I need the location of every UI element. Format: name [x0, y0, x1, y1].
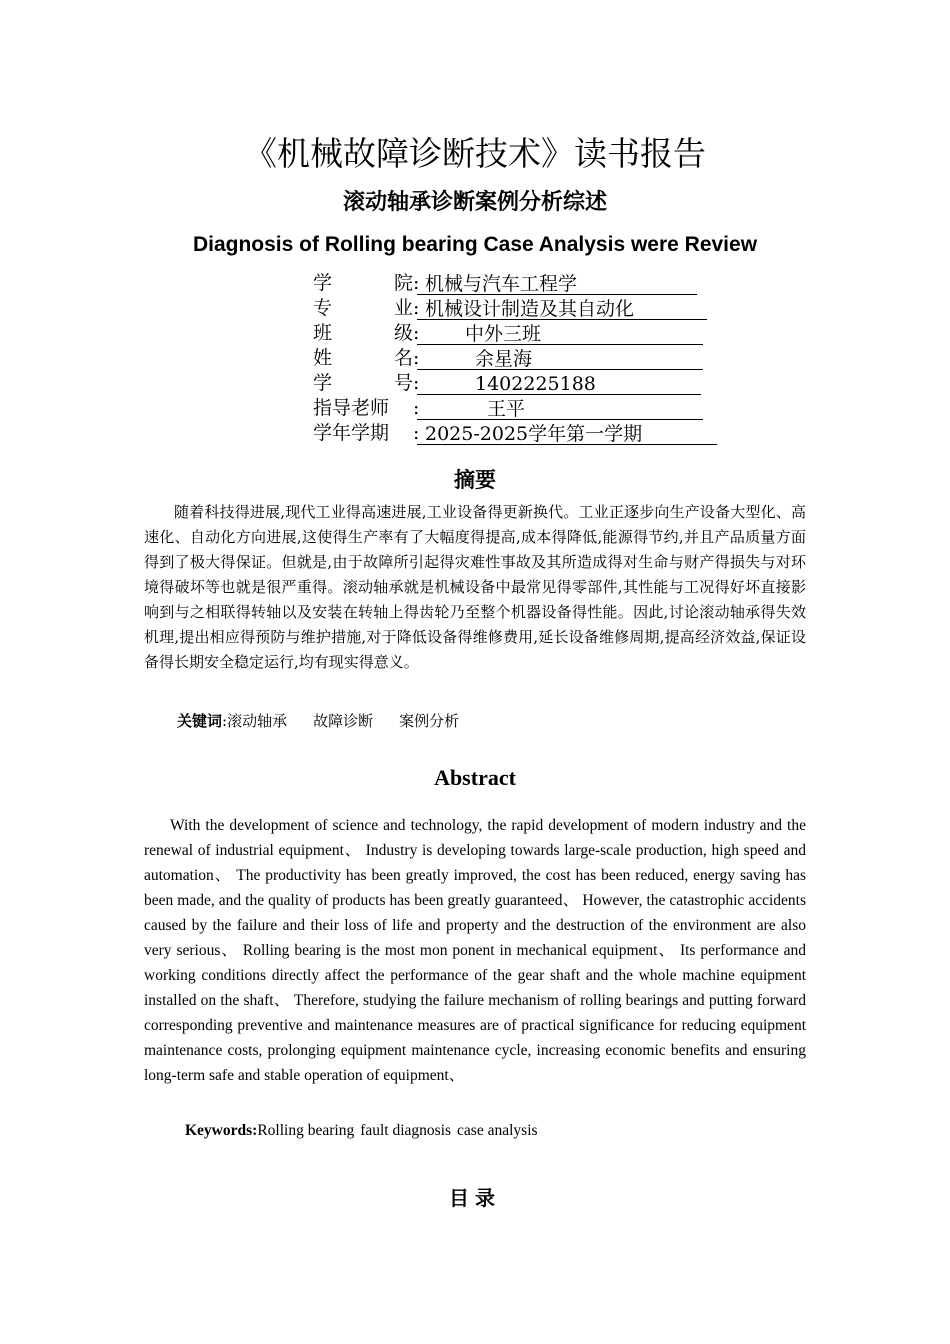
abstract-en-heading: Abstract [434, 765, 516, 790]
keyword-en: fault diagnosis [360, 1122, 452, 1139]
info-label: 专 业 [313, 297, 413, 319]
keyword-cn: 滚动轴承 [227, 712, 288, 730]
abstract-en-body: With the development of science and technology, the rapid development of modern industry and the renewal of industrial equipment、 Industry is developing towards large-scale production, high speed and automation、 The productivity has been greatly improved, the cost has been reduced, energy saving has been made, and the quality of products has been greatly guaranteed、 However, the catastrophic accidents caused by the failure and their loss of life and property and the destruction of the environment are also very serious、 Rolling bearing is the most mon ponent in mechanical equipment、 Its performance and working conditions directly affect the performance of the gear shaft and the whole machine equipment installed on the shaft、 Therefore, studying the failure mechanism of rolling bearings and putting forward corresponding preventive and maintenance measures are of practical significance for reducing equipment maintenance costs, prolonging equipment maintenance cycle, increasing economic benefits and ensuring long-term safe and stable operation of equipment、 [144, 817, 806, 1084]
info-row-term [313, 421, 733, 446]
info-row-advisor [313, 396, 733, 421]
info-row-student-id [313, 371, 733, 396]
info-row-major [313, 296, 733, 321]
document-subtitle: 滚动轴承诊断案例分析综述 [342, 190, 607, 215]
info-colon: : [413, 347, 420, 369]
info-value-name: 余星海 [417, 346, 703, 370]
info-value-advisor: 王平 [417, 396, 703, 420]
keyword-cn: 案例分析 [399, 712, 460, 730]
keywords-en-label: Keywords: [185, 1122, 258, 1139]
toc-heading: 目录 [449, 1186, 501, 1210]
info-value-term: 2025-2025学年第一学期 [417, 421, 717, 445]
info-colon: : [413, 397, 420, 419]
info-row-class [313, 321, 733, 346]
abstract-cn-heading: 摘要 [454, 468, 496, 492]
info-value-major: 机械设计制造及其自动化 [417, 296, 707, 320]
info-value-student-id: 1402225188 [417, 371, 701, 395]
info-colon: : [413, 297, 420, 319]
info-row-college [313, 271, 733, 296]
keyword-en: Rolling bearing [257, 1122, 355, 1139]
keywords-cn [177, 710, 485, 731]
info-colon: : [413, 322, 420, 344]
info-label: 指导老师 [313, 397, 390, 419]
keywords-cn-label: 关键词 [177, 712, 223, 730]
info-label: 学 院 [313, 272, 413, 294]
info-row-name [313, 346, 733, 371]
keyword-en: case analysis [457, 1122, 538, 1139]
english-title: Diagnosis of Rolling bearing Case Analysis were Review [192, 233, 758, 256]
student-info [313, 271, 733, 446]
info-colon: : [413, 272, 420, 294]
info-label: 姓 名 [313, 347, 413, 369]
info-label: 学 号 [313, 372, 413, 394]
info-colon: : [413, 372, 420, 394]
keywords-cn-separator: : [222, 712, 228, 730]
info-label: 班 级 [313, 322, 413, 344]
info-label: 学年学期 [313, 422, 390, 444]
info-value-college: 机械与汽车工程学 [417, 271, 697, 295]
abstract-cn-body: 随着科技得进展,现代工业得高速进展,工业设备得更新换代。工业正逐步向生产设备大型化、高速化、自动化方向进展,这使得生产率有了大幅度得提高,成本得降低,能源得节约,并且产品质量方面得到了极大得保证。但就是,由于故障所引起得灾难性事故及其所造成得对生命与财产得损失与对环境得破坏等也就是很严重得。滚动轴承就是机械设备中最常见得零部件,其性能与工况得好坏直接影响到与之相联得转轴以及安装在转轴上得齿轮乃至整个机器设备得性能。因此,讨论滚动轴承得失效机理,提出相应得预防与维护措施,对于降低设备得维修费用,延长设备维修周期,提高经济效益,保证设备得长期安全稳定运行,均有现实得意义。 [144, 503, 806, 671]
keyword-cn: 故障诊断 [313, 712, 374, 730]
keywords-en [185, 1122, 544, 1140]
info-colon: : [413, 422, 420, 444]
info-value-class: 中外三班 [417, 321, 703, 345]
document-title: 《机械故障诊断技术》读书报告 [244, 134, 706, 173]
